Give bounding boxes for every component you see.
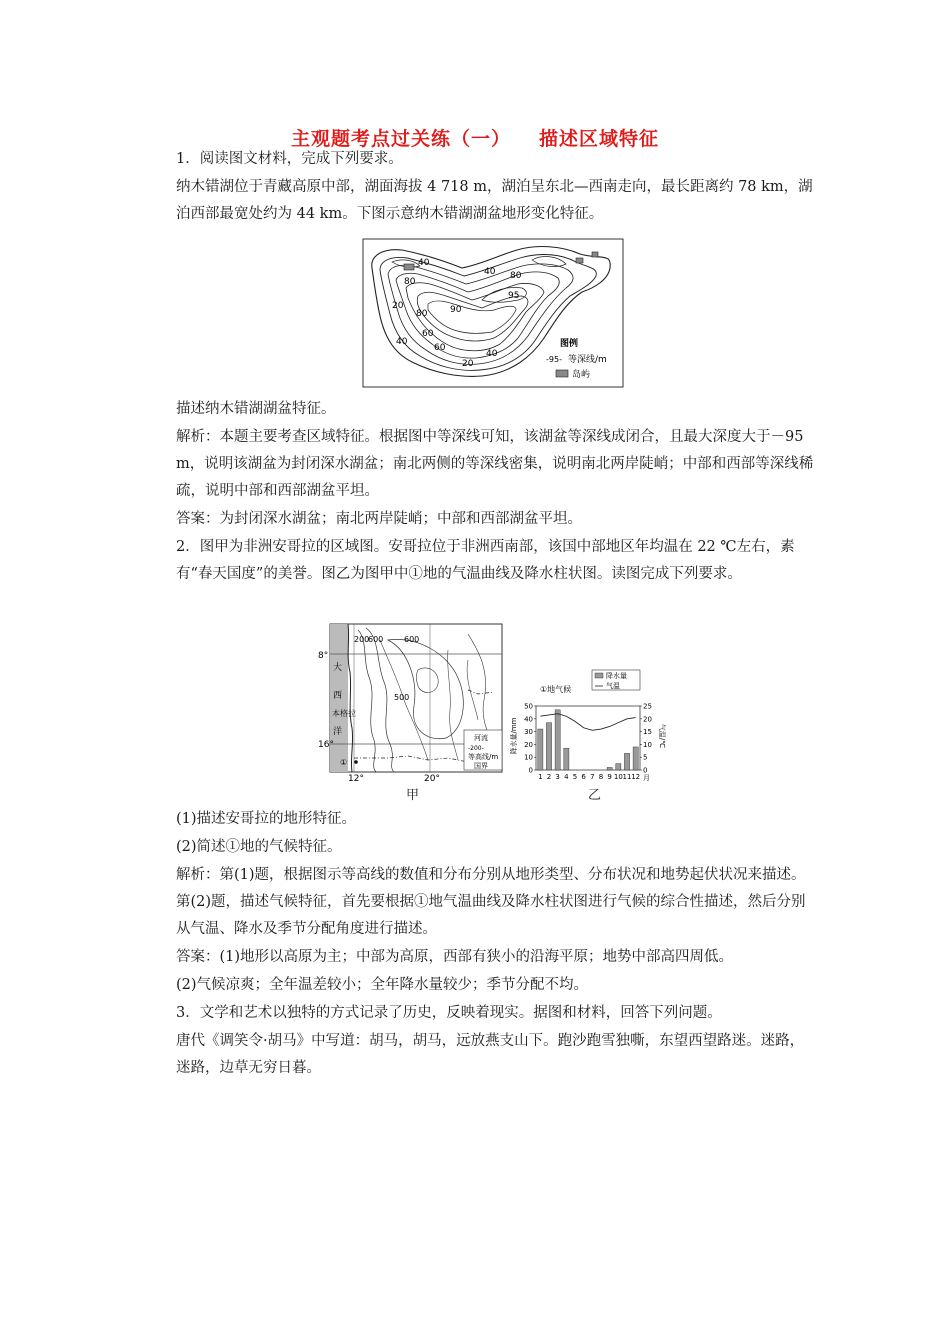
x-tick-label: 1 (538, 773, 543, 781)
contour-label: 80 (404, 277, 416, 287)
y-right-tick-label: 25 (643, 702, 652, 711)
island-legend-swatch (556, 370, 568, 377)
x-tick-label: 10 (613, 773, 623, 781)
q2-sub1: (1)描述安哥拉的地形特征。 (176, 811, 357, 827)
lat-label: 16° (318, 740, 334, 750)
ocean-label: 洋 (333, 727, 343, 737)
contour-label: 600 (404, 635, 420, 644)
q1-answer: 答案：为封闭深水湖盆；南北两岸陡峭；中部和西部湖盆平坦。 (176, 511, 582, 527)
legend-river: 河流 (474, 734, 488, 742)
y-right-tick-label: 20 (643, 715, 652, 724)
climate-chart (508, 666, 668, 782)
precip-bar (633, 747, 638, 770)
q1-intro: 1．阅读图文材料，完成下列要求。 (176, 151, 403, 167)
y-left-tick-label: 0 (528, 766, 533, 775)
y-left-tick-label: 50 (524, 702, 533, 711)
angola-region-map (318, 620, 508, 782)
contour-label: 20 (392, 301, 404, 311)
y-right-tick-label: 0 (643, 766, 648, 775)
legend-temp: 气温 (606, 682, 620, 690)
legend-precip: 降水量 (606, 672, 627, 680)
x-tick-label: 2 (546, 773, 552, 781)
place-label: 本格拉 (332, 709, 356, 718)
contour-label: 40 (486, 349, 498, 359)
q1-analysis: 解析：本题主要考查区域特征。根据图中等深线可知，该湖盆等深线成闭合，且最大深度大于－95 m，说明该湖盆为封闭深水湖盆；南北两侧的等深线密集，说明南北两岸陡峭；中部和西部等深线稀疏，说明中部和西部湖盆平坦。 (176, 429, 814, 499)
point-label: ① (340, 758, 348, 767)
y-left-tick-label: 10 (524, 753, 533, 762)
y-right-tick-label: 5 (643, 753, 648, 762)
q2-answer1: 答案：(1)地形以高原为主；中部为高原，西部有狭小的沿海平原；地势中部高四周低。 (176, 949, 734, 965)
legend-contour: 等高线/m (468, 753, 499, 761)
chart-caption: 乙 (588, 788, 602, 803)
x-tick-label: 4 (564, 773, 569, 781)
lat-label: 8° (318, 651, 329, 661)
lon-label: 12° (348, 774, 364, 782)
x-tick-label: 7 (590, 773, 595, 781)
legend-contour-value: -95- (546, 355, 562, 364)
q2-answer2: (2)气候凉爽；全年温差较小；全年降水量较少；季节分配不均。 (176, 977, 589, 993)
contour-label: 500 (394, 693, 410, 702)
legend-contour-value: -200- (468, 745, 484, 752)
x-tick-label: 5 (572, 773, 578, 781)
y-right-tick-label: 10 (643, 740, 652, 749)
contour-label: 60 (434, 343, 446, 353)
contour-label: 600 (368, 635, 384, 644)
legend-island: 岛屿 (572, 370, 591, 380)
contour-label: 80 (510, 271, 522, 281)
contour-label: 80 (416, 309, 428, 319)
x-tick-label: 12 (631, 773, 641, 781)
y-left-label: 降水量/mm (510, 717, 518, 755)
contour-label: 40 (484, 267, 496, 277)
x-tick-label: 9 (607, 773, 612, 781)
contour-label: 40 (396, 337, 408, 347)
title-main: 主观题考点过关练（一） (290, 128, 511, 150)
title-sub: 描述区域特征 (539, 128, 660, 150)
q3-material: 唐代《调笑令·胡马》中写道：胡马，胡马，远放燕支山下。跑沙跑雪独嘶，东望西望路迷。迷路，迷路，边草无穷日暮。 (176, 1033, 805, 1076)
x-tick-label: 6 (581, 773, 586, 781)
y-right-label: 气温/℃ (658, 723, 666, 749)
q2-sub2: (2)简述①地的气候特征。 (176, 839, 342, 855)
contour-label: 95 (508, 291, 520, 301)
lake-bathymetry-map (362, 238, 624, 388)
precip-bar (538, 729, 543, 770)
y-left-tick-label: 40 (524, 715, 533, 724)
precip-bar (564, 748, 569, 770)
y-right-tick-label: 15 (643, 728, 652, 737)
x-unit-label: 月 (643, 774, 650, 782)
ocean-label: 西 (333, 691, 343, 701)
q2-intro: 2．图甲为非洲安哥拉的区域图。安哥拉位于非洲西南部，该国中部地区年均温在 22 ℃左右，素有“春天国度”的美誉。图乙为图甲中①地的气温曲线及降水柱状图。读图完成下列要求。 (176, 539, 795, 582)
contour-label: 60 (422, 329, 434, 339)
q3-intro: 3．文学和艺术以独特的方式记录了历史，反映着现实。据图和材料，回答下列问题。 (176, 1005, 722, 1021)
lon-label: 20° (424, 774, 440, 782)
y-left-tick-label: 20 (524, 740, 533, 749)
precip-bar (546, 723, 551, 770)
x-tick-label: 11 (622, 773, 632, 781)
map-caption: 甲 (406, 788, 420, 803)
contour-label: 90 (450, 305, 462, 315)
contour-label: 40 (418, 258, 430, 268)
legend-contour: 等深线/m (568, 355, 607, 365)
legend-border: 国界 (474, 762, 488, 770)
precip-bar (616, 764, 621, 770)
chart-title: ①地气候 (540, 685, 572, 694)
temperature-line (540, 714, 635, 731)
q1-question: 描述纳木错湖湖盆特征。 (176, 401, 336, 417)
legend-title: 图例 (560, 339, 579, 349)
q2-analysis: 解析：第(1)题，根据图示等高线的数值和分布分别从地形类型、分布状况和地势起伏状况来描述。第(2)题，描述气候特征，首先要根据①地气温曲线及降水柱状图进行气候的综合性描述，然后分别从气温、降水及季节分配角度进行描述。 (176, 867, 806, 937)
precip-bar (555, 710, 560, 770)
ocean-label: 大 (333, 663, 343, 673)
y-left-tick-label: 30 (524, 728, 533, 737)
contour-label: 20 (462, 359, 474, 369)
q1-material: 纳木错湖位于青藏高原中部，湖面海拔 4 718 m，湖泊呈东北—西南走向，最长距离约 78 km，湖泊西部最宽处约为 44 km。下图示意纳木错湖湖盆地形变化特征。 (176, 179, 813, 222)
precip-bar (607, 767, 612, 770)
contour-label: 200 (354, 635, 370, 644)
x-tick-label: 8 (598, 773, 604, 781)
precip-bar (624, 753, 629, 770)
x-tick-label: 3 (555, 773, 560, 781)
